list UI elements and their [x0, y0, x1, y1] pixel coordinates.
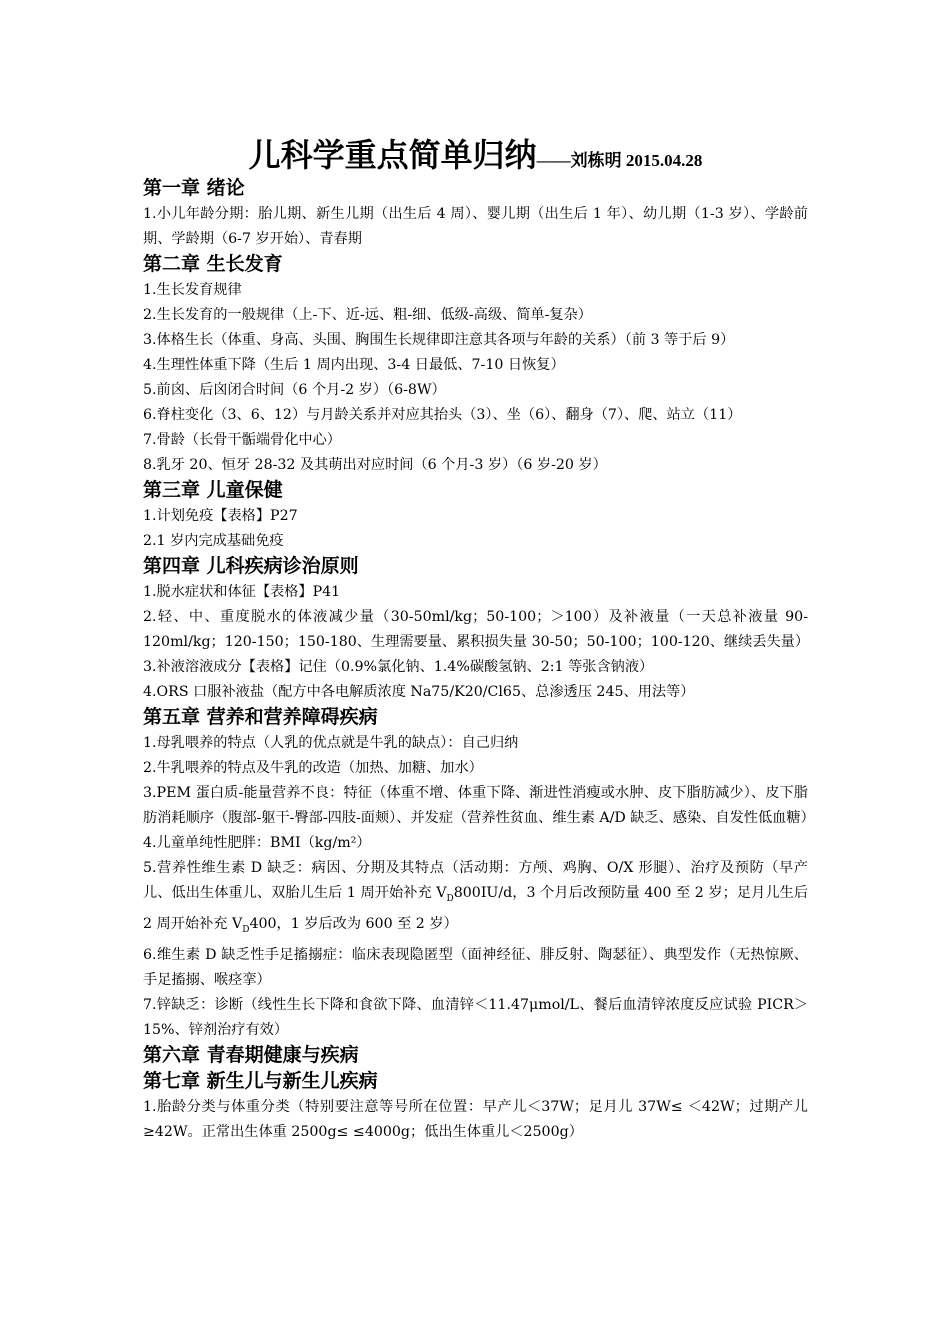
chapter-5-item: 4.儿童单纯性肥胖：BMI（kg/m²） [143, 835, 371, 851]
chapter-4-item: 4.ORS 口服补液盐（配方中各电解质浓度 Na75/K20/Cl65、总渗透压 245、用法等） [143, 684, 695, 700]
chapter-3-item: 1.计划免疫【表格】P27 [143, 508, 298, 524]
chapter-2-item: 7.骨龄（长骨干骺端骨化中心） [143, 432, 341, 448]
chapter-2-item: 6.脊柱变化（3、6、12）与月龄关系并对应其抬头（3）、坐（6）、翻身（7）、爬、站立（11） [143, 407, 742, 423]
chapter-1-item: 1.小儿年龄分期：胎儿期、新生儿期（出生后 4 周）、婴儿期（出生后 1 年）、幼儿期（1-3 岁）、学龄前期、学龄期（6-7 岁开始）、青春期 [143, 206, 808, 247]
chapter-4-item: 2.轻、中、重度脱水的体液减少量（30-50ml/kg；50-100；＞100）及补液量（一天总补液量 90-120ml/kg；120-150；150-180、生理需要量、累积损失量 30-50；50-100；100-120、继续丢失量） [143, 609, 810, 650]
chapter-7-item: 1.胎龄分类与体重分类（特别要注意等号所在位置：早产儿＜37W；足月儿 37W≤ ＜42W；过期产儿≥42W。正常出生体重 2500g≤ ≤4000g；低出生体重儿＜2500g） [143, 1098, 808, 1140]
chapter-4-item: 1.脱水症状和体征【表格】P41 [143, 584, 341, 600]
chapter-5-item: 7.锌缺乏：诊断（线性生长下降和食欲下降、血清锌＜11.47μmol/L、餐后血清锌浓度反应试验 PICR＞15%、锌剂治疗有效） [143, 996, 808, 1038]
chapter-2-item: 5.前囟、后囟闭合时间（6 个月-2 岁）（6-8W） [143, 382, 446, 398]
chapter-5-item: 6.维生素 D 缺乏性手足搐搦症：临床表现隐匿型（面神经征、腓反射、陶瑟征）、典型发作（无热惊厥、手足搐搦、喉痉挛） [143, 946, 808, 988]
chapter-3-heading: 第三章 儿童保健 [143, 479, 283, 501]
chapter-4-heading: 第四章 儿科疾病诊治原则 [143, 555, 359, 577]
chapter-3-item: 2.1 岁内完成基础免疫 [143, 533, 284, 549]
chapter-5-item: 3.PEM 蛋白质-能量营养不良：特征（体重不增、体重下降、渐进性消瘦或水肿、皮下脂肪减少）、皮下脂肪消耗顺序（腹部-躯干-臀部-四肢-面颊）、并发症（营养性贫血、维生素 A/D 缺乏、感染、自发性低血糖） [143, 785, 815, 826]
chapter-2-item: 3.体格生长（体重、身高、头围、胸围生长规律即注意其各项与年龄的关系）（前 3 等于后 9） [143, 332, 735, 348]
chapter-4-item: 3.补液溶液成分【表格】记住（0.9%氯化钠、1.4%碳酸氢钠、2:1 等张含钠液） [143, 659, 654, 675]
document-title [143, 130, 808, 176]
document-page [143, 130, 815, 1145]
chapter-5-heading: 第五章 营养和营养障碍疾病 [143, 706, 378, 728]
chapter-2-item: 2.生长发育的一般规律（上-下、近-远、粗-细、低级-高级、简单-复杂） [143, 307, 592, 323]
title-author-date: ——刘栋明 2015.04.28 [536, 151, 703, 170]
chapter-6-heading: 第六章 青春期健康与疾病 [143, 1043, 359, 1066]
chapter-2-heading: 第二章 生长发育 [143, 253, 283, 275]
chapter-2-item: 1.生长发育规律 [143, 282, 242, 298]
chapter-2-item: 8.乳牙 20、恒牙 28-32 及其萌出对应时间（6 个月-3 岁）（6 岁-20 岁） [143, 457, 607, 473]
chapter-7-heading: 第七章 新生儿与新生儿疾病 [143, 1069, 378, 1092]
chapter-2-item: 4.生理性体重下降（生后 1 周内出现、3-4 日最低、7-10 日恢复） [143, 357, 565, 373]
chapter-5-item: 5.营养性维生素 D 缺乏：病因、分期及其特点（活动期：方颅、鸡胸、O/X 形腿）、治疗及预防（早产儿、低出生体重儿、双胎儿生后 1 周开始补充 $V_D800IU/d$，3 个月后改预防量 400 至 2 岁；足月儿生后 2 周开始补充 $V_D400$，1 岁后改为 600 至 2 岁） [143, 860, 809, 935]
chapter-5-item: 2.牛乳喂养的特点及牛乳的改造（加热、加糖、加水） [143, 760, 483, 776]
chapter-1-heading: 第一章 绪论 [143, 177, 245, 199]
title-main: 儿科学重点简单归纳 [248, 136, 537, 174]
chapter-5-item: 1.母乳喂养的特点（人乳的优点就是牛乳的缺点）：自己归纳 [143, 735, 519, 751]
